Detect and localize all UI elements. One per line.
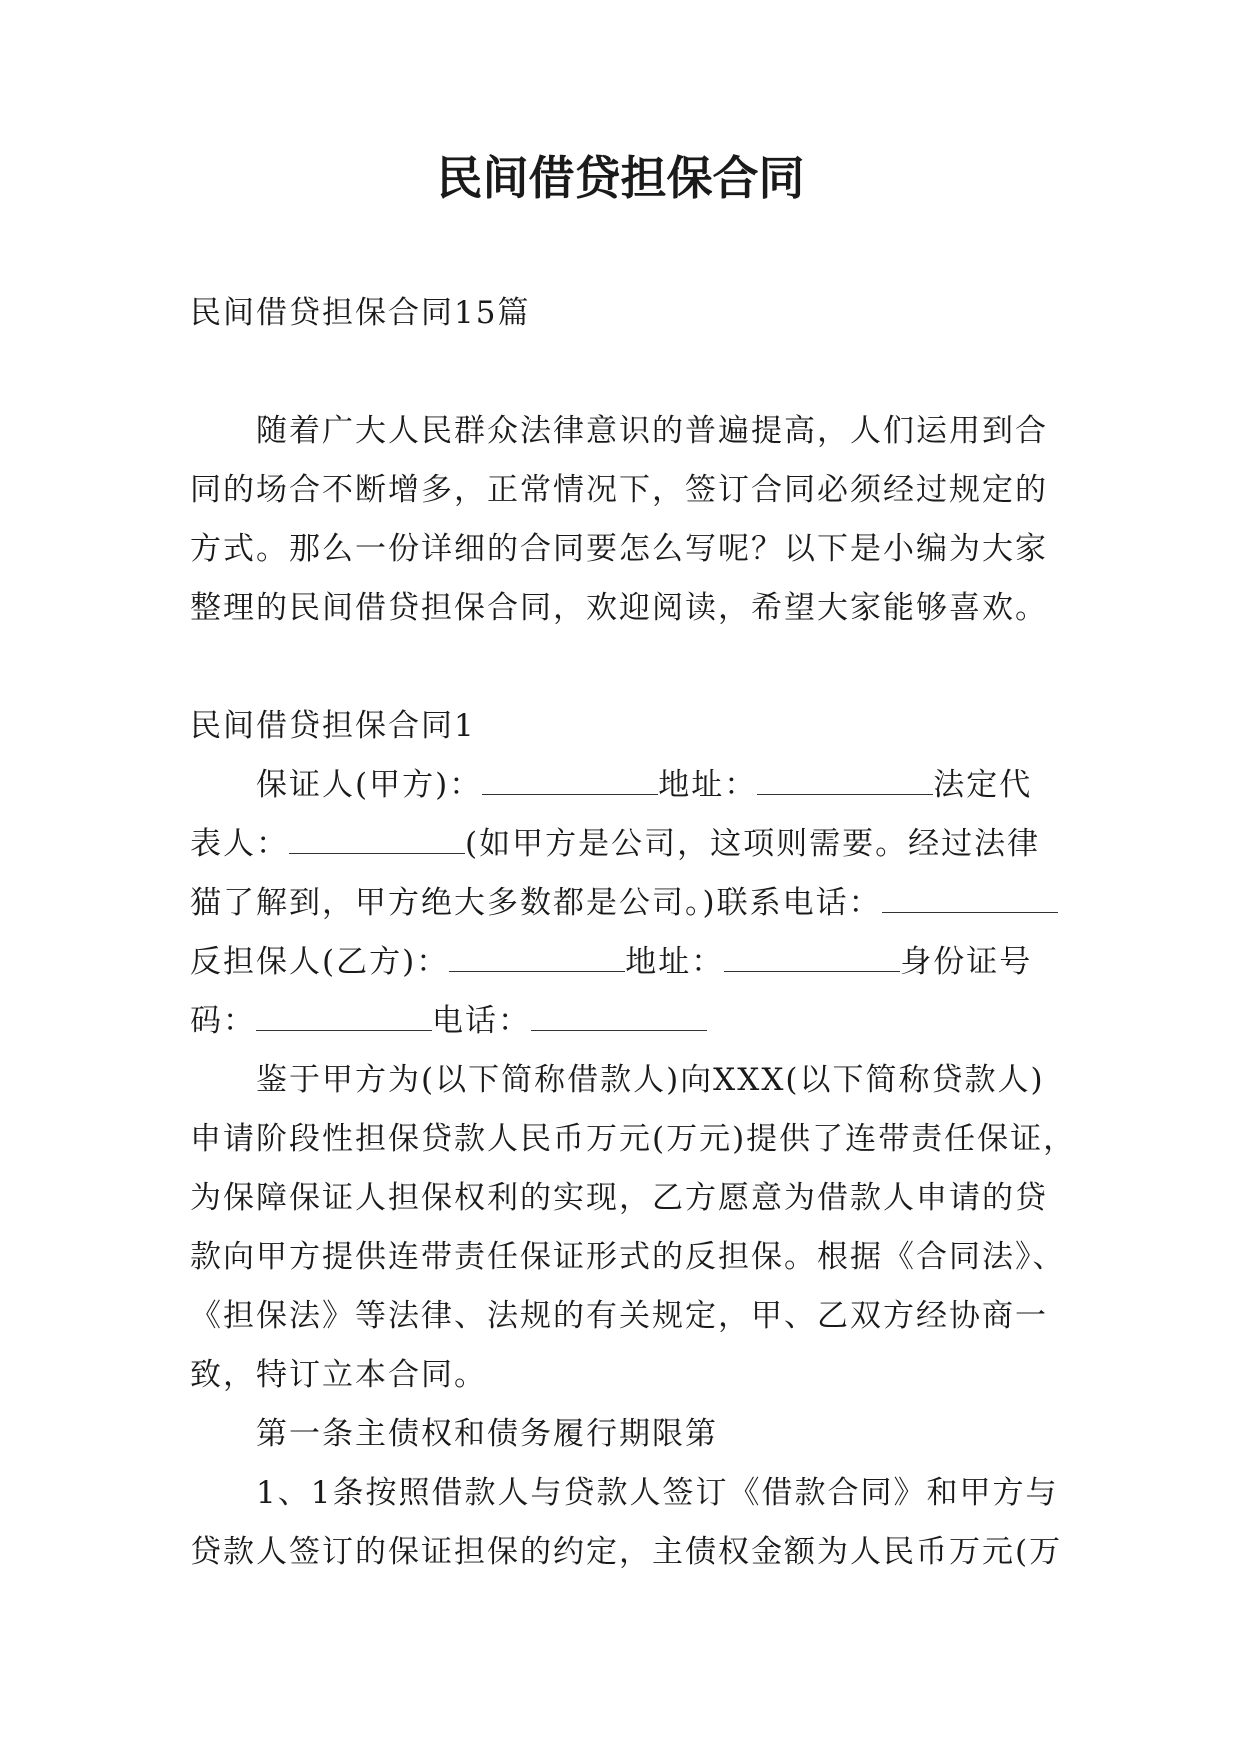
article-line: 贷款人签订的保证担保的约定，主债权金额为人民币万元(万 [190,1534,1063,1570]
guarantor-blank [482,766,658,795]
article-body [190,1464,1063,1582]
phone-blank [531,1002,707,1031]
subtitle: 民间借贷担保合同15篇 [190,295,531,331]
recital-line: 款向甲方提供连带责任保证形式的反担保。根据《合同法》、 [190,1239,1066,1275]
address-blank [757,766,933,795]
legal-rep-note: (如甲方是公司，这项则需要。经过法律 [465,826,1041,862]
document-body [190,284,1077,1582]
address-blank [724,943,900,972]
id-label: 身份证号 [900,944,1033,980]
guarantor-label: 保证人(甲方)： [256,767,483,803]
counter-guarantor-blank [449,943,625,972]
recital-line: 为保障保证人担保权利的实现，乙方愿意为借款人申请的贷 [190,1180,1048,1216]
intro-line: 整理的民间借贷担保合同，欢迎阅读，希望大家能够喜欢。 [190,590,1048,626]
parties-line [190,815,1050,874]
parties-line [190,933,1050,992]
intro-line: 同的场合不断增多，正常情况下，签订合同必须经过规定的 [190,472,1048,508]
parties-line [190,756,1050,815]
parties-line [190,992,1050,1051]
recital-line: 鉴于甲方为(以下简称借款人)向XXX(以下简称贷款人) [256,1062,1045,1098]
parties-block [190,756,1050,1051]
intro-paragraph [190,402,1050,638]
legal-rep-label: 表人： [190,826,289,862]
address-label: 地址： [625,944,725,980]
document-title: 民间借贷担保合同 [436,151,805,205]
recital-paragraph [190,1051,1077,1405]
intro-line: 方式。那么一份详细的合同要怎么写呢？以下是小编为大家 [190,531,1048,567]
parties-line [190,874,1050,933]
section-title: 民间借贷担保合同1 [190,708,476,744]
counter-guarantor-label: 反担保人(乙方)： [190,944,450,980]
legal-rep-blank [289,825,465,854]
id-label: 码： [190,1003,256,1039]
recital-line: 《担保法》等法律、法规的有关规定，甲、乙双方经协商一 [190,1298,1048,1334]
recital-line: 致，特订立本合同。 [190,1357,487,1393]
article-line: 1、1条按照借款人与贷款人签订《借款合同》和甲方与 [256,1475,1059,1511]
legal-rep-label: 法定代 [933,767,1033,803]
intro-line: 随着广大人民群众法律意识的普遍提高，人们运用到合 [256,413,1048,449]
article-title: 第一条主债权和债务履行期限第 [256,1416,718,1452]
recital-line: 申请阶段性担保贷款人民币万元(万元)提供了连带责任保证， [190,1121,1077,1157]
address-label: 地址： [658,767,758,803]
phone-blank [882,884,1058,913]
id-blank [256,1002,432,1031]
legal-rep-note: 猫了解到，甲方绝大多数都是公司。)联系电话： [190,885,882,921]
phone-label: 电话： [432,1003,531,1039]
